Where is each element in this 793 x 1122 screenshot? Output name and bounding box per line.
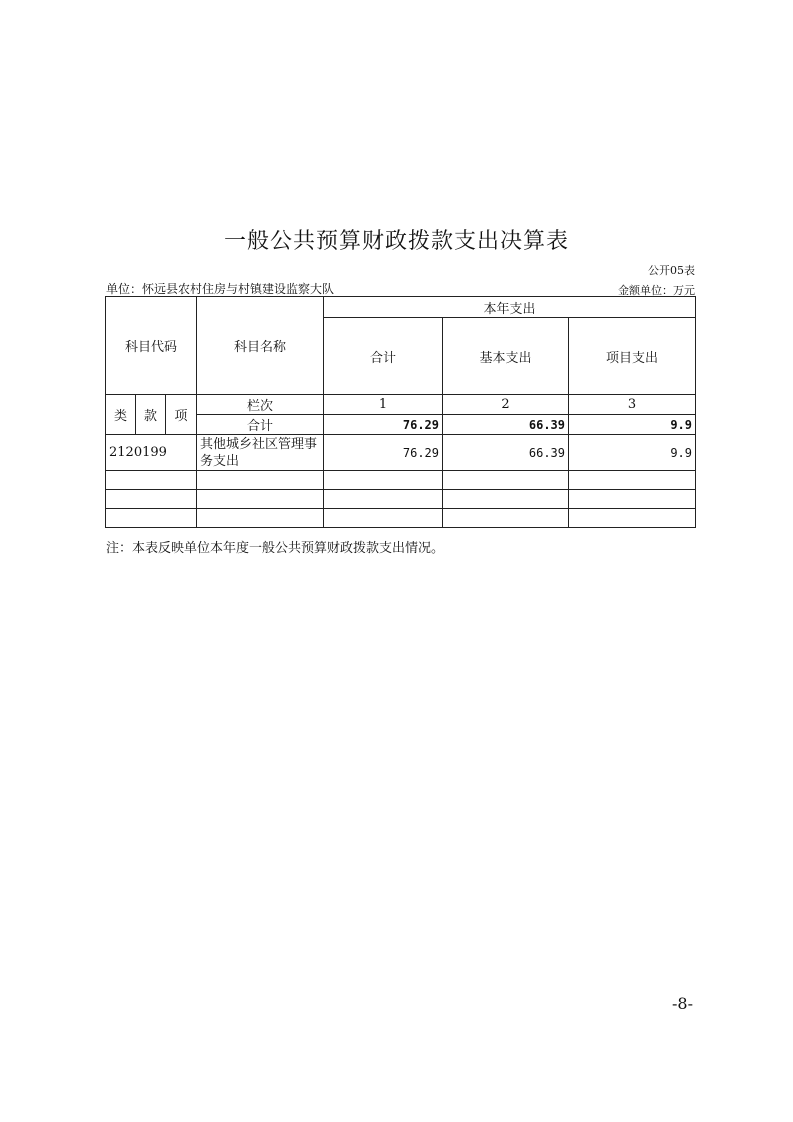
row-basic: 66.39 [443,435,569,471]
header-col-index: 栏次 [197,395,324,415]
header-col3: 3 [569,395,696,415]
header-project: 项目支出 [569,318,696,395]
row-name: 其他城乡社区管理事务支出 [197,435,324,471]
form-number: 公开05表 [648,264,695,277]
header-section: 款 [136,395,166,435]
expenditure-table [105,296,696,528]
row-project: 9.9 [569,435,696,471]
empty-row [106,509,696,528]
row-total: 76.29 [324,435,443,471]
amount-unit-label: 金额单位：万元 [618,284,695,297]
header-col1: 1 [324,395,443,415]
header-total: 合计 [324,318,443,395]
empty-row [106,471,696,490]
total-row-label: 合计 [197,415,324,435]
header-code: 科目代码 [106,297,197,395]
header-item: 项 [166,395,197,435]
unit-label: 单位：怀远县农村住房与村镇建设监察大队 [106,282,335,296]
table-note: 注：本表反映单位本年度一般公共预算财政拨款支出情况。 [106,541,445,556]
table-row [106,435,696,471]
header-basic: 基本支出 [443,318,569,395]
header-name: 科目名称 [197,297,324,395]
total-row-project: 9.9 [569,415,696,435]
page-number: -8- [672,994,693,1013]
total-row-total: 76.29 [324,415,443,435]
header-current-year: 本年支出 [324,297,696,318]
header-class: 类 [106,395,136,435]
total-row-basic: 66.39 [443,415,569,435]
empty-row [106,490,696,509]
page-title: 一般公共预算财政拨款支出决算表 [223,229,569,254]
header-col2: 2 [443,395,569,415]
row-code: 2120199 [106,435,197,471]
